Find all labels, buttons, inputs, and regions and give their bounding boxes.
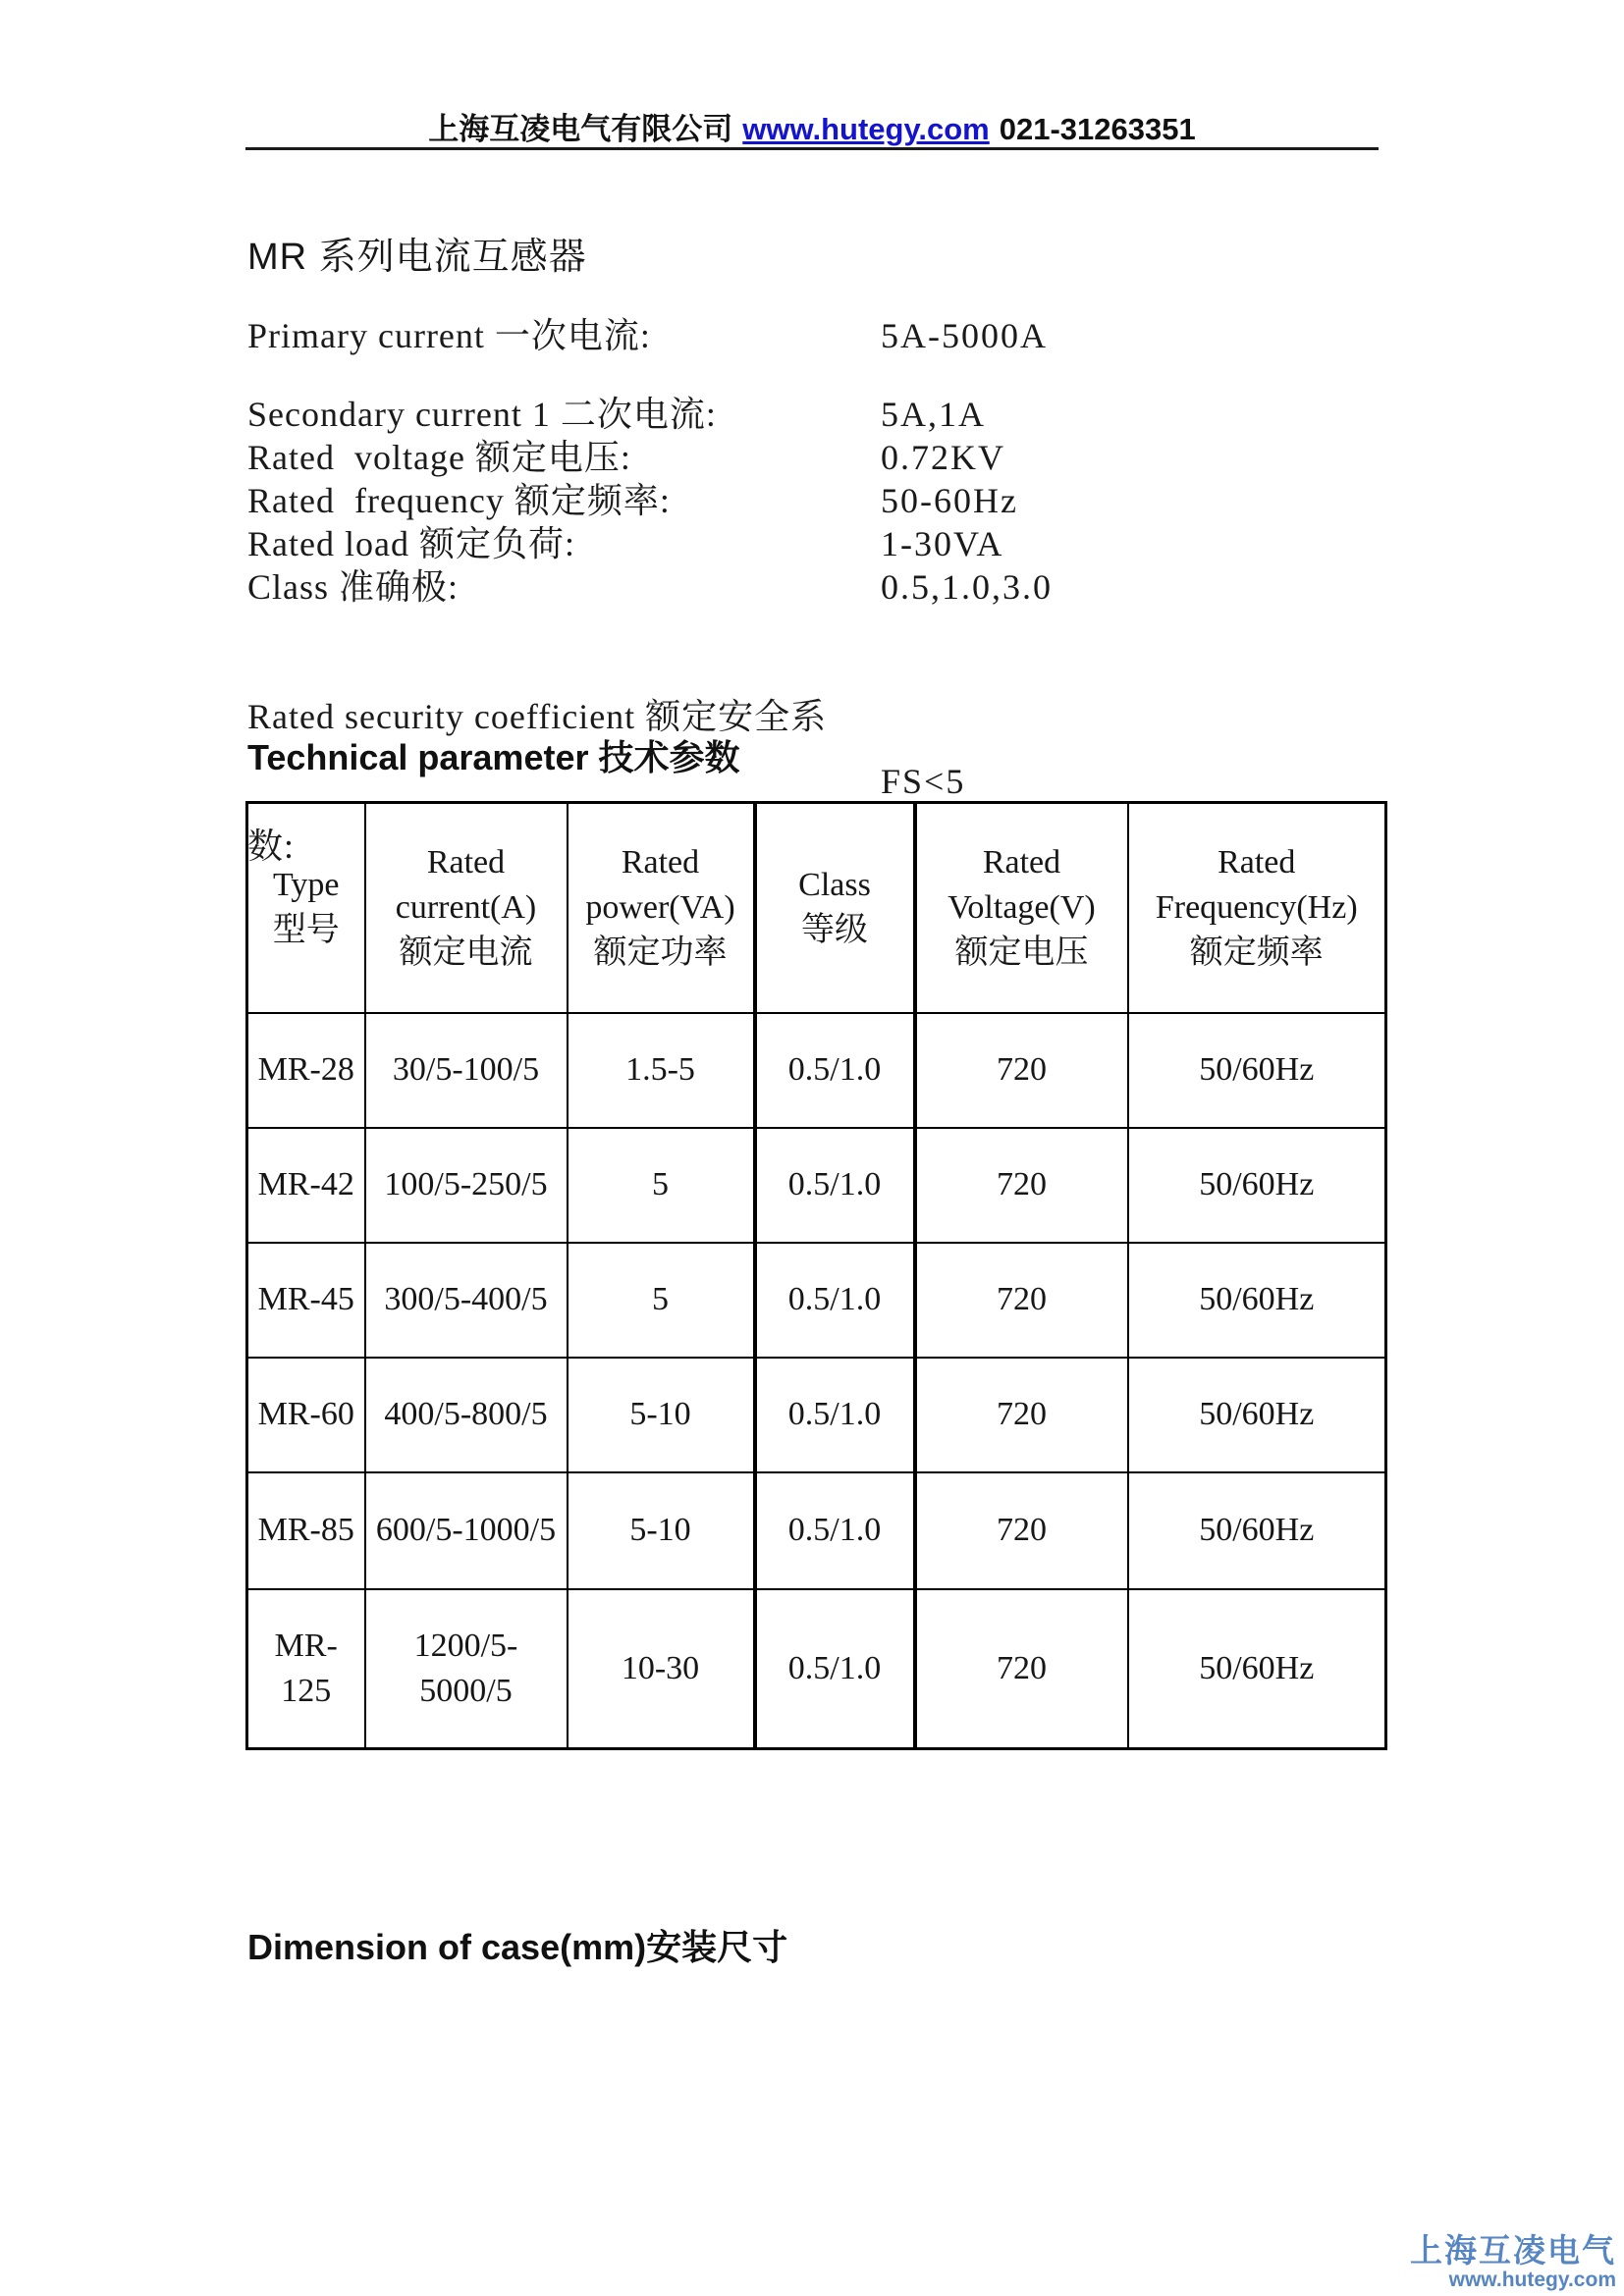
header-rule	[245, 147, 1379, 150]
spec-label-line2: 数:	[247, 827, 296, 866]
cell-rated-current: 100/5-250/5	[365, 1128, 568, 1243]
spec-label: Primary current 一次电流:	[247, 316, 651, 355]
spec-row	[247, 479, 1386, 522]
cell-class: 0.5/1.0	[755, 1243, 915, 1358]
technical-parameters-table	[245, 801, 1387, 1750]
spec-value: 5A,1A	[881, 395, 986, 434]
page-header	[245, 104, 1379, 148]
table-row	[247, 1472, 1386, 1589]
cell-rated-power: 1.5-5	[568, 1013, 755, 1128]
cell-rated-power: 5	[568, 1243, 755, 1358]
cell-type: MR-42	[247, 1128, 365, 1243]
cell-rated-voltage: 720	[915, 1243, 1128, 1358]
cell-type: MR-125	[247, 1589, 365, 1749]
spec-value: 50-60Hz	[881, 481, 1018, 520]
page-title: MR 系列电流互感器	[247, 237, 587, 278]
cell-rated-current: 30/5-100/5	[365, 1013, 568, 1128]
spec-value: 0.72KV	[881, 438, 1005, 477]
company-name: 上海互凌电气有限公司	[428, 112, 733, 146]
table-header-row	[247, 803, 1386, 1013]
cell-rated-voltage: 720	[915, 1472, 1128, 1589]
header-cell-rated-current	[365, 803, 568, 1013]
header-cell-class	[755, 803, 915, 1013]
header-zh: 额定电压	[954, 934, 1089, 971]
cell-rated-frequency: 50/60Hz	[1128, 1013, 1386, 1128]
cell-rated-power: 5-10	[568, 1472, 755, 1589]
spec-row	[247, 436, 1386, 479]
table-row	[247, 1358, 1386, 1472]
cell-rated-frequency: 50/60Hz	[1128, 1472, 1386, 1589]
spec-row	[247, 522, 1386, 565]
spec-label: Rated voltage 额定电压:	[247, 438, 631, 477]
dimension-heading: Dimension of case(mm)安装尺寸	[247, 1927, 788, 1967]
spec-row	[247, 393, 1386, 436]
cell-rated-power: 5-10	[568, 1358, 755, 1472]
cell-rated-frequency: 50/60Hz	[1128, 1589, 1386, 1749]
cell-rated-voltage: 720	[915, 1358, 1128, 1472]
header-cell-type	[247, 803, 365, 1013]
header-en: Class	[798, 866, 871, 903]
header-en: Rated current(A)	[395, 843, 537, 926]
cell-rated-power: 5	[568, 1128, 755, 1243]
spec-label-line1: Rated security coefficient 额定安全系	[247, 697, 828, 736]
cell-rated-voltage: 720	[915, 1013, 1128, 1128]
watermark-company: 上海互凌电气	[1410, 2232, 1616, 2269]
cell-class: 0.5/1.0	[755, 1128, 915, 1243]
header-cell-rated-voltage	[915, 803, 1128, 1013]
spec-label: Class 准确极:	[247, 567, 460, 607]
spec-row	[247, 565, 1386, 609]
cell-type: MR-60	[247, 1358, 365, 1472]
cell-rated-voltage: 720	[915, 1128, 1128, 1243]
header-en: Rated power(VA)	[585, 843, 735, 926]
spec-value: FS<5	[881, 762, 966, 801]
spec-value: 5A-5000A	[881, 316, 1048, 355]
watermark-url: www.hutegy.com	[1448, 2269, 1616, 2291]
cell-rated-power: 10-30	[568, 1589, 755, 1749]
cell-rated-frequency: 50/60Hz	[1128, 1128, 1386, 1243]
table-row	[247, 1128, 1386, 1243]
spec-label: Secondary current 1 二次电流:	[247, 395, 717, 434]
cell-rated-current: 400/5-800/5	[365, 1358, 568, 1472]
spec-label: Rated frequency 额定频率:	[247, 481, 671, 520]
cell-rated-frequency: 50/60Hz	[1128, 1243, 1386, 1358]
cell-type: MR-28	[247, 1013, 365, 1128]
cell-rated-current: 300/5-400/5	[365, 1243, 568, 1358]
cell-class: 0.5/1.0	[755, 1358, 915, 1472]
header-zh: 等级	[801, 911, 868, 948]
website-link[interactable]: www.hutegy.com	[742, 112, 990, 146]
cell-rated-current: 1200/5-5000/5	[365, 1589, 568, 1749]
cell-class: 0.5/1.0	[755, 1589, 915, 1749]
table-row	[247, 1589, 1386, 1749]
header-en: Rated Voltage(V)	[947, 843, 1096, 926]
cell-class: 0.5/1.0	[755, 1013, 915, 1128]
header-zh: 额定电流	[399, 934, 533, 971]
header-en: Type	[273, 866, 340, 903]
header-cell-rated-frequency	[1128, 803, 1386, 1013]
cell-class: 0.5/1.0	[755, 1472, 915, 1589]
cell-type: MR-45	[247, 1243, 365, 1358]
spec-row	[247, 314, 1386, 357]
phone-number: 021-31263351	[999, 112, 1196, 146]
header-zh: 型号	[272, 911, 340, 948]
cell-type: MR-85	[247, 1472, 365, 1589]
technical-parameter-heading: Technical parameter 技术参数	[247, 737, 740, 777]
cell-rated-voltage: 720	[915, 1589, 1128, 1749]
watermark-logo	[1410, 2233, 1616, 2291]
header-en: Rated Frequency(Hz)	[1155, 843, 1358, 926]
spec-value: 1-30VA	[881, 524, 1004, 563]
spec-label: Rated load 额定负荷:	[247, 524, 575, 563]
table-row	[247, 1013, 1386, 1128]
spec-value: 0.5,1.0,3.0	[881, 567, 1053, 607]
header-cell-rated-power	[568, 803, 755, 1013]
table-row	[247, 1243, 1386, 1358]
header-zh: 额定频率	[1189, 934, 1324, 971]
cell-rated-current: 600/5-1000/5	[365, 1472, 568, 1589]
header-zh: 额定功率	[593, 934, 728, 971]
cell-rated-frequency: 50/60Hz	[1128, 1358, 1386, 1472]
